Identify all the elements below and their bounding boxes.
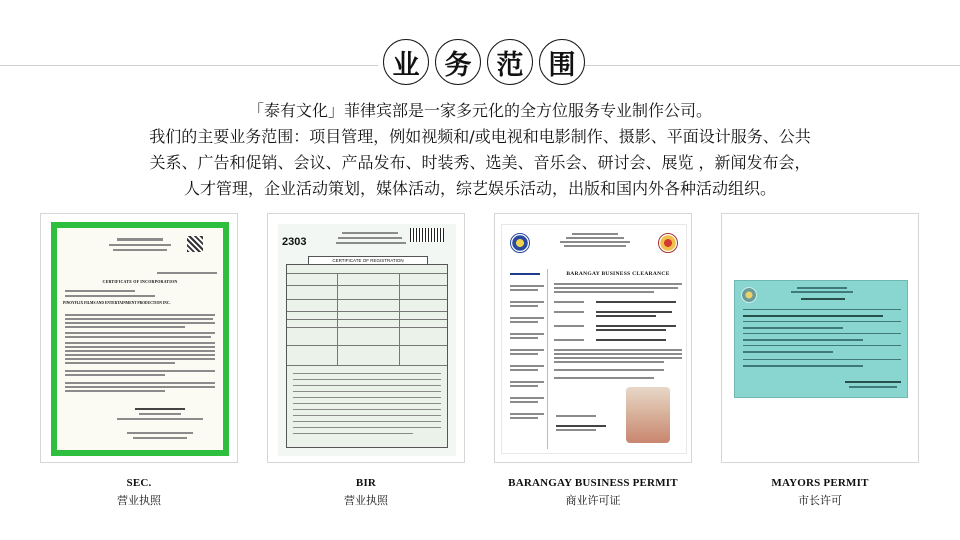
barangay-document-card[interactable] (494, 213, 692, 463)
company-name: PINOYFLIX FILMS AND ENTERTAINMENT PRODUCTION INC. (63, 301, 171, 305)
title-rule-left (0, 65, 378, 66)
caption-en: BIR (355, 477, 377, 489)
sec-document-card[interactable] (40, 213, 238, 463)
bir-certificate-image (278, 224, 456, 456)
caption-zh: 营业执照 (344, 494, 388, 507)
page-title (383, 39, 585, 85)
officials-column (506, 269, 548, 449)
left-seal-icon (510, 233, 530, 253)
title-char: 范 (487, 39, 533, 85)
intro-paragraph (90, 98, 870, 202)
barangay-caption (483, 477, 703, 508)
title-rule-right (582, 65, 960, 66)
form-body (286, 264, 448, 448)
caption-zh: 市长许可 (798, 494, 842, 507)
intro-line: 人才管理，企业活动策划，媒体活动，综艺娱乐活动，出版和国内外各种活动组织。 (183, 179, 776, 198)
sec-certificate-image (51, 222, 229, 456)
permit-heading: BARANGAY BUSINESS CLEARANCE (566, 271, 670, 277)
barangay-clearance-image (501, 224, 687, 454)
mayors-permit-card[interactable] (721, 213, 919, 463)
caption-en: MAYORS PERMIT (771, 477, 869, 489)
mayors-permit-image (734, 280, 908, 398)
caption-zh: 商业许可证 (565, 494, 621, 507)
intro-line: 我们的主要业务范围：项目管理，例如视频和/或电视和电影制作、摄影、平面设计服务、公共 (149, 127, 811, 146)
bir-caption (256, 477, 476, 508)
certificate-heading: CERTIFICATE OF INCORPORATION (102, 279, 178, 284)
sec-caption (29, 477, 249, 508)
caption-en: BARANGAY BUSINESS PERMIT (508, 477, 678, 489)
intro-line: 关系、广告和促销、会议、产品发布、时装秀、选美、音乐会、研讨会、展览 ，新闻发布会， (149, 153, 811, 172)
title-char: 务 (435, 39, 481, 85)
city-seal-icon (741, 287, 757, 303)
caption-en: SEC. (126, 477, 152, 489)
form-number: 2303 (282, 236, 307, 248)
right-seal-icon (658, 233, 678, 253)
title-char: 围 (539, 39, 585, 85)
bir-document-card[interactable] (267, 213, 465, 463)
owner-photo (626, 387, 670, 443)
mayors-permit-caption (710, 477, 930, 508)
form-heading: CERTIFICATE OF REGISTRATION (332, 258, 404, 263)
intro-line: 「泰有文化」菲律宾部是一家多元化的全方位服务专业制作公司。 (247, 101, 712, 120)
title-char: 业 (383, 39, 429, 85)
caption-zh: 营业执照 (117, 494, 161, 507)
